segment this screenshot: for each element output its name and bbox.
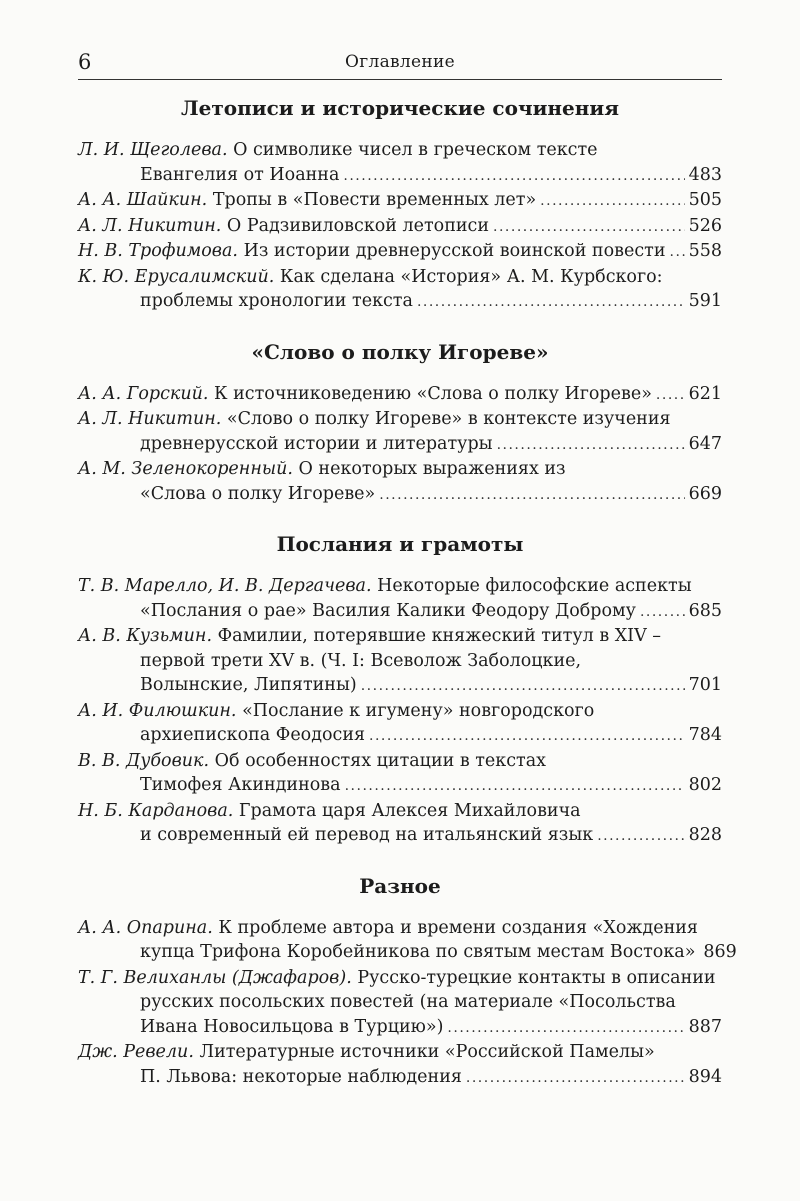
entry-line — [78, 799, 722, 824]
entry-line — [78, 990, 722, 1015]
entry-author: В. В. Дубовик. — [78, 750, 210, 771]
toc-entry[interactable] — [78, 214, 722, 240]
toc-section — [78, 339, 722, 508]
entry-title-text: «Слова о полку Игореве» — [140, 483, 376, 504]
entry-title-text: Тропы в «Повести временных лет» — [212, 190, 537, 210]
entry-line — [78, 382, 722, 408]
entry-line — [78, 966, 722, 991]
entry-page-number: 483 — [688, 164, 722, 185]
entry-author: Н. В. Трофимова. — [78, 241, 238, 261]
toc-entry[interactable] — [78, 799, 722, 849]
entry-line — [78, 1015, 722, 1041]
entry-line — [78, 940, 737, 966]
entry-page-number: 526 — [688, 215, 722, 236]
entry-title-text: П. Львова: некоторые наблюдения — [140, 1066, 462, 1087]
leader-dots — [361, 674, 685, 699]
entry-title-text: первой трети XV в. (Ч. I: Всеволож Заболоцкие, — [140, 650, 582, 671]
entry-title-text: купца Трифона Коробейникова по святым местам Востока» — [140, 942, 696, 962]
entry-author: А. В. Кузьмин. — [78, 626, 213, 646]
entry-title-text: Тимофея Акиндинова — [140, 775, 341, 795]
header-rule — [78, 79, 722, 80]
entry-page-number: 669 — [688, 483, 722, 504]
entry-page-number: 802 — [688, 775, 722, 795]
leader-dots — [345, 774, 685, 799]
page-number: 6 — [78, 50, 92, 74]
toc-entry[interactable] — [78, 916, 737, 966]
running-head — [78, 48, 722, 78]
entry-line — [78, 265, 722, 290]
entry-page-number: 701 — [688, 675, 722, 695]
entry-author: А. А. Горский. — [78, 383, 209, 404]
entry-title-text: Из истории древнерусской воинской повести — [243, 241, 666, 261]
entry-line — [78, 649, 722, 674]
entry-title-text: Об особенностях цитации в текстах — [214, 750, 547, 771]
toc-entry[interactable] — [78, 239, 722, 265]
entry-page-number: 894 — [688, 1066, 722, 1087]
entry-line — [78, 163, 722, 189]
leader-dots — [540, 189, 684, 214]
toc-entry[interactable] — [78, 382, 722, 408]
entry-author: А. А. Шайкин. — [78, 190, 208, 210]
entry-author: Т. В. Марелло, И. В. Дергачева. — [78, 576, 372, 596]
entry-page-number: 869 — [703, 942, 737, 962]
entry-title-text: Грамота царя Алексея Михайловича — [238, 800, 581, 821]
entry-title-text: и современный ей перевод на итальянский язык — [140, 825, 594, 845]
entry-title-text: «Послания о рае» Василия Калики Феодору Доброму — [140, 600, 636, 621]
entry-title-text: О некоторых выражениях из — [298, 459, 566, 479]
leader-dots — [447, 1016, 684, 1041]
toc-section — [78, 531, 722, 849]
entry-page-number: 887 — [688, 1016, 722, 1037]
entry-author: Н. Б. Карданова. — [78, 800, 234, 821]
toc-section — [78, 873, 737, 1091]
toc-entry[interactable] — [78, 749, 722, 799]
entry-line — [78, 574, 722, 599]
table-of-contents — [78, 95, 737, 1114]
entry-title-text: К источниковедению «Слова о полку Игореве» — [214, 383, 652, 404]
entry-line — [78, 1040, 722, 1065]
entry-page-number: 685 — [688, 600, 722, 621]
entry-author: А. Л. Никитин. — [78, 215, 222, 236]
entry-line — [78, 432, 722, 458]
entry-title-text: К проблеме автора и времени создания «Хождения — [218, 917, 698, 938]
entry-page-number: 784 — [688, 725, 722, 745]
leader-dots — [343, 164, 684, 189]
entry-title-text: архиепископа Феодосия — [140, 725, 366, 745]
entry-line — [78, 749, 722, 774]
entry-title-text: О Радзивиловской летописи — [226, 215, 490, 236]
entry-line — [78, 188, 722, 214]
toc-entry[interactable] — [78, 1040, 722, 1090]
section-title: Разное — [359, 873, 441, 898]
leader-dots — [640, 600, 685, 625]
entry-page-number: 621 — [688, 383, 722, 404]
entry-author: А. Л. Никитин. — [78, 409, 222, 429]
leader-dots — [493, 215, 685, 240]
entry-line — [78, 407, 722, 432]
entry-page-number: 558 — [688, 241, 722, 261]
entry-line — [78, 214, 722, 240]
entry-title-text: Некоторые философские аспекты — [377, 576, 692, 596]
entry-title-text: русских посольских повестей (на материале «Посольства — [140, 992, 676, 1012]
entry-author: А. И. Филюшкин. — [78, 700, 237, 721]
leader-dots — [417, 290, 685, 315]
entry-title-text: древнерусской истории и литературы — [140, 433, 493, 454]
entry-line — [78, 482, 722, 508]
entry-author: Л. И. Щеголева. — [78, 140, 228, 160]
entry-page-number: 505 — [688, 190, 722, 210]
toc-entry[interactable] — [78, 457, 722, 507]
entry-title-text: Евангелия от Иоанна — [140, 164, 340, 185]
entry-line — [78, 457, 722, 482]
leader-dots — [670, 240, 685, 265]
entry-page-number: 591 — [688, 291, 722, 311]
toc-section — [78, 95, 722, 315]
entry-line — [78, 289, 722, 315]
entry-line — [78, 773, 722, 799]
entry-title-text: Ивана Новосильцова в Турцию») — [140, 1016, 444, 1037]
section-title: Послания и грамоты — [276, 532, 524, 556]
entry-line — [78, 624, 722, 649]
entry-page-number: 828 — [688, 825, 722, 845]
entry-line — [78, 723, 722, 749]
entry-line — [78, 239, 722, 265]
entry-author: А. А. Опарина. — [78, 917, 213, 938]
entry-title-text: О символике чисел в греческом тексте — [233, 140, 598, 160]
entry-line — [78, 916, 722, 941]
entry-line — [78, 699, 722, 724]
entry-title-text: Литературные источники «Российской Памелы» — [199, 1042, 655, 1062]
toc-entry[interactable] — [78, 699, 722, 749]
entry-line — [78, 823, 722, 849]
entry-title-text: Волынские, Липятины) — [140, 675, 357, 695]
entry-title-text: «Послание к игумену» новгородского — [242, 700, 595, 721]
toc-entry[interactable] — [78, 188, 722, 214]
entry-title-text: проблемы хронологии текста — [140, 291, 413, 311]
entry-author: Дж. Ревели. — [78, 1042, 194, 1062]
entry-author: К. Ю. Ерусалимский. — [78, 266, 275, 287]
leader-dots — [379, 483, 684, 508]
entry-line — [78, 599, 722, 625]
leader-dots — [656, 383, 685, 408]
entry-title-text: «Слово о полку Игореве» в контексте изучения — [226, 409, 671, 429]
entry-page-number: 647 — [688, 433, 722, 454]
entry-line — [78, 1065, 722, 1091]
toc-entry[interactable] — [78, 265, 722, 315]
section-title: «Слово о полку Игореве» — [251, 339, 549, 364]
entry-line — [78, 138, 722, 163]
leader-dots — [597, 824, 684, 849]
leader-dots — [369, 724, 685, 749]
section-title: Летописи и исторические сочинения — [180, 96, 620, 120]
toc-entry[interactable] — [78, 574, 722, 624]
toc-entry[interactable] — [78, 624, 722, 699]
toc-entry[interactable] — [78, 966, 722, 1041]
entry-author: А. М. Зеленокоренный. — [78, 459, 293, 479]
entry-title-text: Фамилии, потерявшие княжеский титул в XIV – — [217, 626, 662, 646]
entry-title-text: Как сделана «История» А. М. Курбского: — [279, 266, 663, 287]
toc-entry[interactable] — [78, 138, 722, 188]
leader-dots — [497, 433, 685, 458]
running-title: Оглавление — [345, 52, 455, 72]
leader-dots — [466, 1066, 685, 1091]
entry-title-text: Русско-турецкие контакты в описании — [357, 967, 716, 988]
toc-entry[interactable] — [78, 407, 722, 457]
entry-line — [78, 673, 722, 699]
entry-author: Т. Г. Велиханлы (Джафаров). — [78, 967, 352, 988]
